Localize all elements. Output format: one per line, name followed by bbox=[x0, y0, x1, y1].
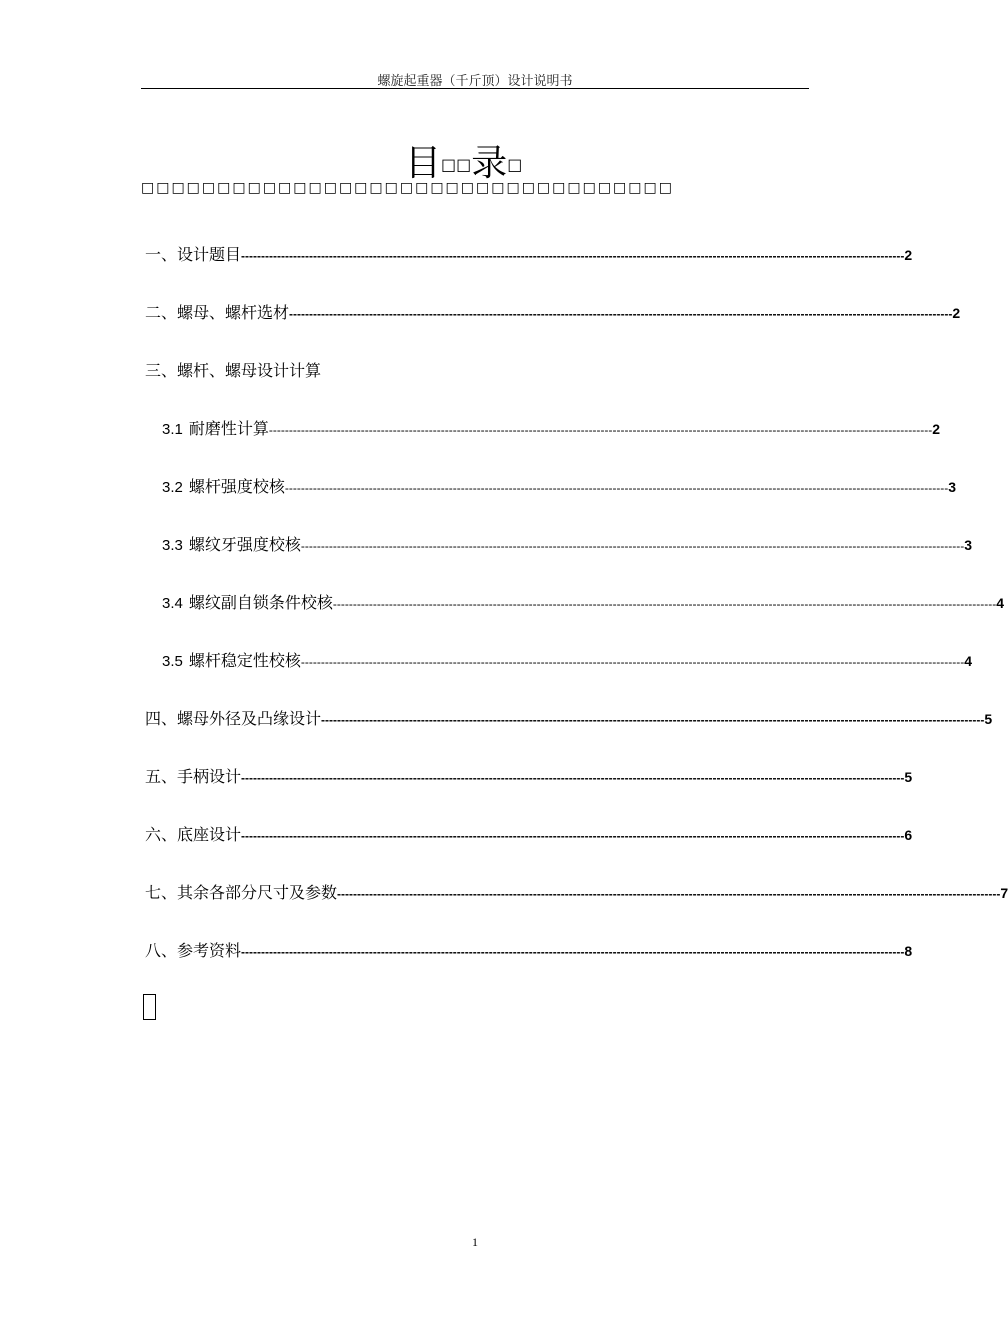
toc-entry-page: 3 bbox=[948, 479, 957, 495]
toc-entry-label: 三、螺杆、螺母设计计算 bbox=[145, 361, 322, 380]
toc-leader: ---------------------------------------------------------------------------------------------------------------------------------------------------------------------- bbox=[241, 249, 905, 263]
toc-subentry[interactable] bbox=[162, 648, 973, 671]
toc-entry-label: 一、设计题目 bbox=[145, 245, 242, 264]
toc-subentry-number: 3.5 bbox=[162, 653, 183, 670]
placeholder-glyph-line: □□□□□□□□□□□□□□□□□□□□□□□□□□□□□□□□□□□ bbox=[141, 180, 674, 196]
toc-leader: ---------------------------------------------------------------------------------------------------------------------------------------------------------------------- bbox=[300, 539, 965, 553]
toc-entry-label: 七、其余各部分尺寸及参数 bbox=[145, 883, 338, 902]
toc-subentry-number: 3.1 bbox=[162, 421, 183, 438]
toc-entry-label: 二、螺母、螺杆选材 bbox=[145, 303, 290, 322]
placeholder-glyph: □□ bbox=[441, 155, 472, 174]
toc-subentry[interactable] bbox=[162, 474, 957, 497]
toc-entry[interactable] bbox=[145, 242, 913, 265]
toc-leader: ---------------------------------------------------------------------------------------------------------------------------------------------------------------------- bbox=[289, 307, 953, 321]
toc-entry-label: 螺纹副自锁条件校核 bbox=[188, 593, 333, 612]
toc-entry-page: 5 bbox=[984, 711, 993, 727]
toc-entry-page: 5 bbox=[904, 769, 913, 785]
toc-entry-label: 四、螺母外径及凸缘设计 bbox=[145, 709, 322, 728]
toc-subentry-number: 3.2 bbox=[162, 479, 183, 496]
toc-entry-page: 2 bbox=[904, 247, 913, 263]
toc-entry[interactable] bbox=[145, 764, 913, 787]
toc-entry-label: 六、底座设计 bbox=[145, 825, 242, 844]
toc-leader: ---------------------------------------------------------------------------------------------------------------------------------------------------------------------- bbox=[337, 887, 1001, 901]
toc-subentry-number: 3.4 bbox=[162, 595, 183, 612]
toc-entry-page: 8 bbox=[904, 943, 913, 959]
toc-subentry-number: 3.3 bbox=[162, 537, 183, 554]
toc-entry[interactable] bbox=[145, 938, 913, 961]
placeholder-glyph: □ bbox=[507, 155, 523, 174]
toc-leader: ---------------------------------------------------------------------------------------------------------------------------------------------------------------------- bbox=[268, 423, 933, 437]
toc-entry-label: 螺杆强度校核 bbox=[188, 477, 285, 496]
toc-entry[interactable] bbox=[145, 358, 802, 381]
toc-title-char-1: 目 bbox=[405, 143, 442, 184]
toc-entry[interactable] bbox=[145, 880, 1008, 903]
toc-entry-page: 3 bbox=[964, 537, 973, 553]
toc-entry-page: 2 bbox=[952, 305, 961, 321]
document-header-title: 螺旋起重器（千斤顶）设计说明书 bbox=[377, 74, 573, 89]
toc-entry[interactable] bbox=[145, 706, 993, 729]
toc-entry-page: 6 bbox=[904, 827, 913, 843]
toc-entry-page: 7 bbox=[1000, 885, 1008, 901]
toc-leader: ---------------------------------------------------------------------------------------------------------------------------------------------------------------------- bbox=[241, 829, 905, 843]
toc-title bbox=[405, 142, 522, 187]
toc-subentry[interactable] bbox=[162, 532, 973, 555]
toc-subentry[interactable] bbox=[162, 590, 1005, 613]
placeholder-glyph bbox=[143, 994, 156, 1020]
toc-leader: ---------------------------------------------------------------------------------------------------------------------------------------------------------------------- bbox=[321, 713, 985, 727]
toc-subentry[interactable] bbox=[162, 416, 941, 439]
toc-leader: ---------------------------------------------------------------------------------------------------------------------------------------------------------------------- bbox=[241, 945, 905, 959]
page-number: 1 bbox=[472, 1235, 478, 1249]
toc-entry[interactable] bbox=[145, 822, 913, 845]
toc-entry-page: 2 bbox=[932, 421, 941, 437]
toc-title-char-2: 录 bbox=[471, 143, 508, 184]
toc-leader: ---------------------------------------------------------------------------------------------------------------------------------------------------------------------- bbox=[284, 481, 949, 495]
toc-leader: ---------------------------------------------------------------------------------------------------------------------------------------------------------------------- bbox=[241, 771, 905, 785]
toc-entry-label: 耐磨性计算 bbox=[188, 419, 269, 438]
toc-leader: ---------------------------------------------------------------------------------------------------------------------------------------------------------------------- bbox=[332, 597, 997, 611]
toc-entry-label: 五、手柄设计 bbox=[145, 767, 242, 786]
toc-entry-page: 4 bbox=[964, 653, 973, 669]
header-divider bbox=[141, 88, 809, 89]
toc-entry-page: 4 bbox=[996, 595, 1005, 611]
toc-entry-label: 螺纹牙强度校核 bbox=[188, 535, 301, 554]
toc-entry[interactable] bbox=[145, 300, 961, 323]
toc-entry-label: 螺杆稳定性校核 bbox=[188, 651, 301, 670]
toc-leader: ---------------------------------------------------------------------------------------------------------------------------------------------------------------------- bbox=[300, 655, 965, 669]
toc-entry-label: 八、参考资料 bbox=[145, 941, 242, 960]
